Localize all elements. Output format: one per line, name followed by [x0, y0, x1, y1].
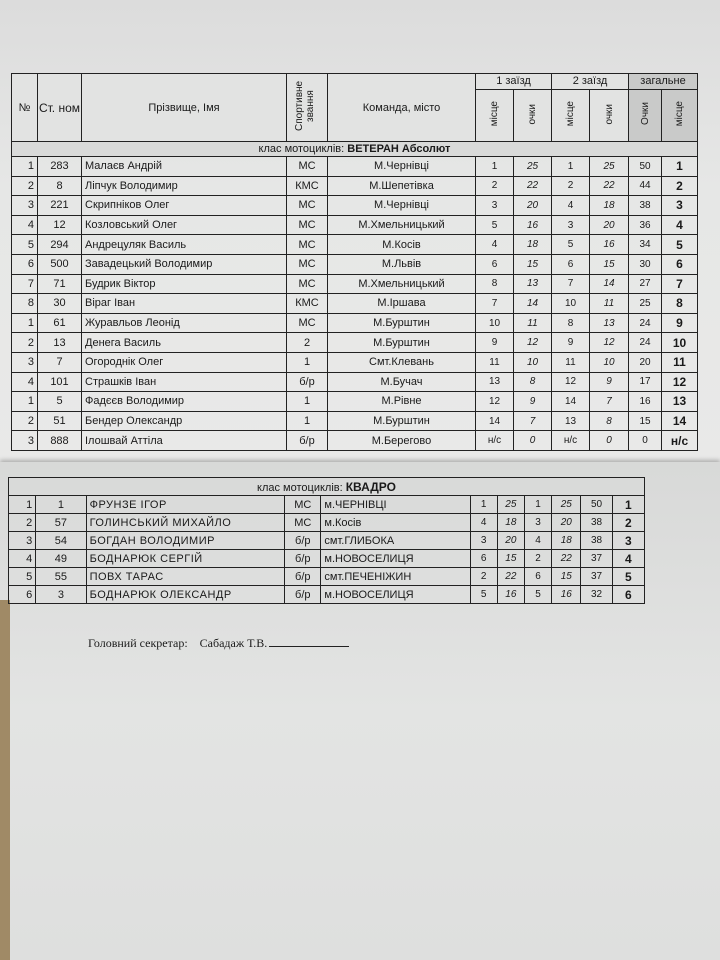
- start-number: 30: [38, 294, 82, 314]
- sport-rank: 1: [287, 411, 328, 431]
- race2-place: 6: [524, 568, 551, 586]
- race1-points: 16: [514, 215, 552, 235]
- race2-place: 14: [552, 392, 590, 412]
- race1-place: 2: [470, 568, 497, 586]
- race1-points: 11: [514, 313, 552, 333]
- rider-name: Бендер Олександр: [82, 411, 287, 431]
- total-points: 32: [581, 586, 612, 604]
- start-number: 888: [38, 431, 82, 451]
- race2-place: 3: [552, 215, 590, 235]
- start-number: 54: [36, 532, 86, 550]
- race1-place: 13: [476, 372, 514, 392]
- table-row: [12, 274, 698, 294]
- sport-rank: б/р: [285, 532, 321, 550]
- row-number: 8: [12, 294, 38, 314]
- total-points: 25: [629, 294, 662, 314]
- team-city: Смт.Клевань: [328, 352, 476, 372]
- rider-name: Ліпчук Володимир: [82, 176, 287, 196]
- team-city: М.Хмельницький: [328, 215, 476, 235]
- row-number: 4: [12, 372, 38, 392]
- team-city: М.Бучач: [328, 372, 476, 392]
- row-number: 1: [12, 392, 38, 412]
- race1-place: 10: [476, 313, 514, 333]
- row-number: 4: [9, 550, 36, 568]
- sport-rank: МС: [287, 157, 328, 177]
- race2-place-header: місце: [565, 101, 576, 127]
- sport-rank: б/р: [287, 431, 328, 451]
- rider-name: Віраг Іван: [82, 294, 287, 314]
- quad-results-table: [8, 477, 645, 604]
- team-city: М.Чернівці: [328, 157, 476, 177]
- sport-rank: б/р: [285, 550, 321, 568]
- start-number: 13: [38, 333, 82, 353]
- race2-points: 25: [552, 496, 581, 514]
- sport-rank: МС: [287, 215, 328, 235]
- table-row: [12, 196, 698, 216]
- rider-name: Журавльов Леонід: [82, 313, 287, 333]
- table-row: [9, 514, 645, 532]
- race1-points: 13: [514, 274, 552, 294]
- total-place: 3: [612, 532, 644, 550]
- start-number: 61: [38, 313, 82, 333]
- team-city: М.Шепетівка: [328, 176, 476, 196]
- race2-place: 9: [552, 333, 590, 353]
- start-number: 51: [38, 411, 82, 431]
- race1-place: 3: [476, 196, 514, 216]
- rider-name: БОДНАРЮК СЕРГІЙ: [86, 550, 285, 568]
- total-points: 38: [581, 532, 612, 550]
- race2-points: 9: [590, 372, 629, 392]
- total-header: загальне: [629, 74, 698, 90]
- race2-header: 2 заїзд: [552, 74, 629, 90]
- total-place: 4: [662, 215, 698, 235]
- race2-place: 12: [552, 372, 590, 392]
- total-points: 37: [581, 568, 612, 586]
- rider-name: Фадєєв Володимир: [82, 392, 287, 412]
- sport-rank: МС: [287, 196, 328, 216]
- race1-points: 20: [514, 196, 552, 216]
- total-place: 6: [662, 254, 698, 274]
- total-points: 50: [581, 496, 612, 514]
- table-row: [9, 550, 645, 568]
- total-points-header: Очки: [639, 102, 651, 126]
- start-number: 221: [38, 196, 82, 216]
- total-points: 24: [629, 313, 662, 333]
- row-number: 3: [12, 431, 38, 451]
- race2-points-header: очки: [603, 103, 615, 125]
- race2-place: 4: [524, 532, 551, 550]
- row-number: 6: [12, 254, 38, 274]
- table-row: [9, 568, 645, 586]
- total-points: 36: [629, 215, 662, 235]
- race1-place: 6: [470, 550, 497, 568]
- rider-name: Ілошвай Аттіла: [82, 431, 287, 451]
- sport-rank: 1: [287, 392, 328, 412]
- sport-rank: МС: [287, 313, 328, 333]
- race1-points: 10: [514, 352, 552, 372]
- veteran-class-title: клас мотоциклів: ВЕТЕРАН Абсолют: [12, 142, 698, 157]
- signature-line: [269, 646, 349, 647]
- race2-place: 3: [524, 514, 551, 532]
- race2-place: 6: [552, 254, 590, 274]
- total-points: 15: [629, 411, 662, 431]
- start-number: 1: [36, 496, 86, 514]
- team-city: м.Косів: [321, 514, 470, 532]
- race2-points: 22: [590, 176, 629, 196]
- race1-place-header: місце: [489, 101, 500, 127]
- race1-place: 7: [476, 294, 514, 314]
- team-city: М.Львів: [328, 254, 476, 274]
- race2-points: 18: [590, 196, 629, 216]
- table-row: [12, 392, 698, 412]
- race1-points: 8: [514, 372, 552, 392]
- race2-points: 20: [552, 514, 581, 532]
- table-row: [9, 532, 645, 550]
- race2-place: 11: [552, 352, 590, 372]
- team-city: М.Косів: [328, 235, 476, 255]
- race1-place: 4: [470, 514, 497, 532]
- total-place: 8: [662, 294, 698, 314]
- veteran-results-table: [11, 73, 698, 451]
- sport-rank: МС: [287, 274, 328, 294]
- race2-place: 1: [552, 157, 590, 177]
- race1-place: 5: [476, 215, 514, 235]
- race2-place: 1: [524, 496, 551, 514]
- start-number: 7: [38, 352, 82, 372]
- start-number: 283: [38, 157, 82, 177]
- race1-points: 15: [514, 254, 552, 274]
- total-place: 4: [612, 550, 644, 568]
- total-place: 7: [662, 274, 698, 294]
- race1-points: 14: [514, 294, 552, 314]
- table-row: [12, 411, 698, 431]
- race1-place: 9: [476, 333, 514, 353]
- sport-rank: КМС: [287, 176, 328, 196]
- race2-place: 4: [552, 196, 590, 216]
- total-points: 17: [629, 372, 662, 392]
- race1-header: 1 заїзд: [476, 74, 552, 90]
- rider-name: Скрипніков Олег: [82, 196, 287, 216]
- team-city: М.Бурштин: [328, 333, 476, 353]
- sport-rank: МС: [287, 254, 328, 274]
- race2-points: 8: [590, 411, 629, 431]
- start-number: 12: [38, 215, 82, 235]
- table-row: [12, 254, 698, 274]
- table-row: [12, 157, 698, 177]
- race2-points: 0: [590, 431, 629, 451]
- row-number: 1: [12, 313, 38, 333]
- race2-points: 14: [590, 274, 629, 294]
- race1-place: 1: [476, 157, 514, 177]
- table-row: [9, 496, 645, 514]
- start-number: 55: [36, 568, 86, 586]
- race1-place: н/с: [476, 431, 514, 451]
- race2-place: 13: [552, 411, 590, 431]
- col-name-header: Прізвище, Імя: [82, 74, 287, 142]
- start-number: 294: [38, 235, 82, 255]
- start-number: 5: [38, 392, 82, 412]
- start-number: 101: [38, 372, 82, 392]
- team-city: М.Берегово: [328, 431, 476, 451]
- total-points: 27: [629, 274, 662, 294]
- row-number: 3: [9, 532, 36, 550]
- race1-place: 6: [476, 254, 514, 274]
- total-place: 6: [612, 586, 644, 604]
- team-city: М.Бурштин: [328, 411, 476, 431]
- row-number: 6: [9, 586, 36, 604]
- total-place: 12: [662, 372, 698, 392]
- rider-name: Козловський Олег: [82, 215, 287, 235]
- team-city: м.ЧЕРНІВЦІ: [321, 496, 470, 514]
- race2-points: 15: [590, 254, 629, 274]
- col-num-header: №: [12, 74, 38, 142]
- sport-rank: МС: [285, 496, 321, 514]
- table-row: [12, 235, 698, 255]
- race1-points: 0: [514, 431, 552, 451]
- sport-rank: б/р: [287, 372, 328, 392]
- row-number: 5: [12, 235, 38, 255]
- race1-place: 11: [476, 352, 514, 372]
- row-number: 5: [9, 568, 36, 586]
- rider-name: Огороднік Олег: [82, 352, 287, 372]
- table-row: [12, 313, 698, 333]
- table-row: [12, 352, 698, 372]
- race1-points: 15: [497, 550, 524, 568]
- total-place: н/с: [662, 431, 698, 451]
- race1-place: 4: [476, 235, 514, 255]
- col-bib-header: Ст. ном: [38, 74, 82, 142]
- table-row: [12, 215, 698, 235]
- total-place: 5: [612, 568, 644, 586]
- rider-name: ПОВХ ТАРАС: [86, 568, 285, 586]
- sport-rank: 1: [287, 352, 328, 372]
- race2-points: 20: [590, 215, 629, 235]
- rider-name: Будрик Віктор: [82, 274, 287, 294]
- team-city: м.НОВОСЕЛИЦЯ: [321, 586, 470, 604]
- table-row: [12, 176, 698, 196]
- row-number: 3: [12, 352, 38, 372]
- total-points: 34: [629, 235, 662, 255]
- total-place: 5: [662, 235, 698, 255]
- table-row: [12, 333, 698, 353]
- team-city: м.НОВОСЕЛИЦЯ: [321, 550, 470, 568]
- race1-place: 3: [470, 532, 497, 550]
- total-place: 1: [662, 157, 698, 177]
- race2-place: 2: [524, 550, 551, 568]
- row-number: 2: [12, 411, 38, 431]
- race2-place: 2: [552, 176, 590, 196]
- race1-points: 22: [514, 176, 552, 196]
- team-city: смт.ПЕЧЕНІЖИН: [321, 568, 470, 586]
- row-number: 7: [12, 274, 38, 294]
- start-number: 500: [38, 254, 82, 274]
- col-team-header: Команда, місто: [328, 74, 476, 142]
- chief-secretary-signature: Головний секретар: Сабадаж Т.В.: [88, 636, 349, 651]
- sport-rank: 2: [287, 333, 328, 353]
- total-place: 1: [612, 496, 644, 514]
- race1-place: 8: [476, 274, 514, 294]
- race2-points: 15: [552, 568, 581, 586]
- total-place: 3: [662, 196, 698, 216]
- sport-rank: МС: [285, 514, 321, 532]
- total-points: 50: [629, 157, 662, 177]
- start-number: 49: [36, 550, 86, 568]
- race1-points-header: очки: [527, 103, 538, 125]
- race1-place: 2: [476, 176, 514, 196]
- race2-points: 11: [590, 294, 629, 314]
- race2-points: 16: [590, 235, 629, 255]
- total-points: 30: [629, 254, 662, 274]
- sport-rank: б/р: [285, 586, 321, 604]
- row-number: 2: [12, 333, 38, 353]
- row-number: 1: [12, 157, 38, 177]
- table-row: [12, 372, 698, 392]
- rider-name: Малаєв Андрій: [82, 157, 287, 177]
- race1-points: 12: [514, 333, 552, 353]
- table-row: [9, 586, 645, 604]
- start-number: 3: [36, 586, 86, 604]
- race1-points: 22: [497, 568, 524, 586]
- row-number: 4: [12, 215, 38, 235]
- race2-place: 10: [552, 294, 590, 314]
- row-number: 3: [12, 196, 38, 216]
- total-place: 2: [662, 176, 698, 196]
- race1-place: 1: [470, 496, 497, 514]
- row-number: 1: [9, 496, 36, 514]
- race1-points: 16: [497, 586, 524, 604]
- team-city: М.Чернівці: [328, 196, 476, 216]
- race1-points: 18: [514, 235, 552, 255]
- team-city: смт.ГЛИБОКА: [321, 532, 470, 550]
- total-place-header: місце: [674, 101, 685, 127]
- total-place: 11: [662, 352, 698, 372]
- sport-rank: КМС: [287, 294, 328, 314]
- race1-place: 12: [476, 392, 514, 412]
- total-points: 24: [629, 333, 662, 353]
- rider-name: БОДНАРЮК ОЛЕКСАНДР: [86, 586, 285, 604]
- total-place: 10: [662, 333, 698, 353]
- race2-points: 13: [590, 313, 629, 333]
- total-points: 38: [581, 514, 612, 532]
- total-place: 13: [662, 392, 698, 412]
- race2-points: 22: [552, 550, 581, 568]
- total-points: 38: [629, 196, 662, 216]
- table-row: [12, 294, 698, 314]
- col-rank-header: Спортивне звання: [294, 80, 316, 132]
- race2-place: 5: [524, 586, 551, 604]
- total-points: 20: [629, 352, 662, 372]
- race1-points: 25: [497, 496, 524, 514]
- quad-class-title: клас мотоциклів: КВАДРО: [9, 478, 645, 496]
- race2-place: 5: [552, 235, 590, 255]
- rider-name: БОГДАН ВОЛОДИМИР: [86, 532, 285, 550]
- rider-name: Андрецуляк Василь: [82, 235, 287, 255]
- race2-points: 18: [552, 532, 581, 550]
- race1-points: 18: [497, 514, 524, 532]
- row-number: 2: [12, 176, 38, 196]
- table-surface: [0, 600, 10, 960]
- rider-name: Страшків Іван: [82, 372, 287, 392]
- race2-points: 16: [552, 586, 581, 604]
- rider-name: Завадецький Володимир: [82, 254, 287, 274]
- total-place: 9: [662, 313, 698, 333]
- rider-name: ФРУНЗЕ ІГОР: [86, 496, 285, 514]
- race2-place: н/с: [552, 431, 590, 451]
- race1-points: 25: [514, 157, 552, 177]
- total-place: 14: [662, 411, 698, 431]
- total-place: 2: [612, 514, 644, 532]
- race1-points: 9: [514, 392, 552, 412]
- total-points: 0: [629, 431, 662, 451]
- rider-name: Денега Василь: [82, 333, 287, 353]
- race1-place: 14: [476, 411, 514, 431]
- team-city: М.Хмельницький: [328, 274, 476, 294]
- total-points: 16: [629, 392, 662, 412]
- team-city: М.Рівне: [328, 392, 476, 412]
- race2-points: 7: [590, 392, 629, 412]
- race1-points: 20: [497, 532, 524, 550]
- rider-name: ГОЛИНСЬКИЙ МИХАЙЛО: [86, 514, 285, 532]
- sport-rank: МС: [287, 235, 328, 255]
- start-number: 71: [38, 274, 82, 294]
- race1-place: 5: [470, 586, 497, 604]
- total-points: 37: [581, 550, 612, 568]
- table-row: [12, 431, 698, 451]
- start-number: 57: [36, 514, 86, 532]
- row-number: 2: [9, 514, 36, 532]
- race2-place: 7: [552, 274, 590, 294]
- start-number: 8: [38, 176, 82, 196]
- sport-rank: б/р: [285, 568, 321, 586]
- team-city: М.Іршава: [328, 294, 476, 314]
- total-points: 44: [629, 176, 662, 196]
- race2-points: 25: [590, 157, 629, 177]
- race2-points: 10: [590, 352, 629, 372]
- team-city: М.Бурштин: [328, 313, 476, 333]
- race2-place: 8: [552, 313, 590, 333]
- race2-points: 12: [590, 333, 629, 353]
- race1-points: 7: [514, 411, 552, 431]
